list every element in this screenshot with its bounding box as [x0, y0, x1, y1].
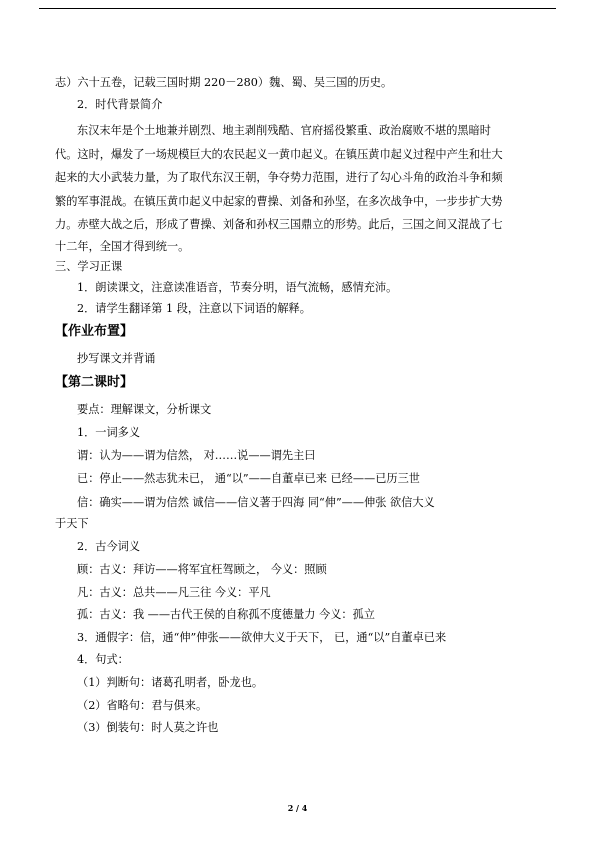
text-line: 起来的大小武装力量，为了取代东汉王朝，争夺势力范围，进行了勾心斗角的政治斗争和频 [55, 171, 503, 184]
text-line: 已：停止——然志犹未已， 通“以”——自董卓已来 已经——已历三世 [77, 472, 420, 485]
text-line: （1）判断句：诸葛孔明者，卧龙也。 [77, 676, 264, 689]
text-line: 志）六十五卷，记载三国时期 220－280）魏、蜀、吴三国的历史。 [55, 76, 393, 89]
text-line: （2）省略句：君与俱来。 [77, 699, 208, 712]
text-line: 东汉末年是个土地兼并剧烈、地主剥削残酷、官府摇役繁重、政治腐败不堪的黑暗时 [77, 124, 491, 137]
text-line: 于天下 [55, 517, 89, 530]
text-line: 力。赤壁大战之后，形成了曹操、刘备和孙权三国鼎立的形势。此后，三国之间又混战了七 [55, 218, 503, 231]
text-line: （3）倒装句：时人莫之许也 [77, 721, 219, 734]
text-line: 信：确实——谓为信然 诚信——信义著于四海 同“伸”——伸张 欲信大义 [77, 496, 435, 509]
text-line: 繁的军事混战。在镇压黄巾起义中起家的曹操、刘备和孙坚，在多次战争中，一步步扩大势 [55, 195, 503, 208]
section-heading: 三、学习正课 [55, 260, 123, 273]
header-rule [39, 8, 556, 9]
section-title-homework: 【作业布置】 [55, 324, 134, 339]
text-line: 顾：古义：拜访——将军宜枉驾顾之， 今义：照顾 [77, 563, 327, 576]
text-line: 抄写课文并背诵 [77, 352, 156, 365]
text-line: 谓：认为——谓为信然， 对……说——谓先主曰 [77, 449, 316, 462]
text-line: 凡：古义：总共——凡三往 今义：平凡 [77, 586, 271, 599]
text-line: 十二年，全国才得到统一。 [55, 240, 190, 253]
subheading: 1．一词多义 [77, 426, 141, 439]
section-title-second-lesson: 【第二课时】 [55, 375, 134, 390]
text-line: 代。这时，爆发了一场规模巨大的农民起义一黄巾起义。在镇压黄巾起义过程中产生和壮大 [55, 148, 503, 161]
subheading: 2．时代背景简介 [77, 98, 163, 111]
text-line: 2．请学生翻译第 1 段，注意以下词语的解释。 [77, 302, 311, 315]
subheading: 2．古今词义 [77, 540, 141, 553]
text-line: 孤：古义：我 ——古代王侯的自称孤不度德量力 今义：孤立 [77, 608, 375, 621]
text-line: 1．朗读课文，注意读准语音，节奏分明，语气流畅，感情充沛。 [77, 281, 398, 294]
text-line: 要点：理解课文，分析课文 [77, 403, 212, 416]
page-number: 2 / 4 [287, 803, 308, 813]
subheading: 4．句式： [77, 653, 129, 666]
text-line: 3．通假字：信，通“伸”伸张——欲伸大义于天下， 已，通“以”自董卓已来 [77, 631, 447, 644]
